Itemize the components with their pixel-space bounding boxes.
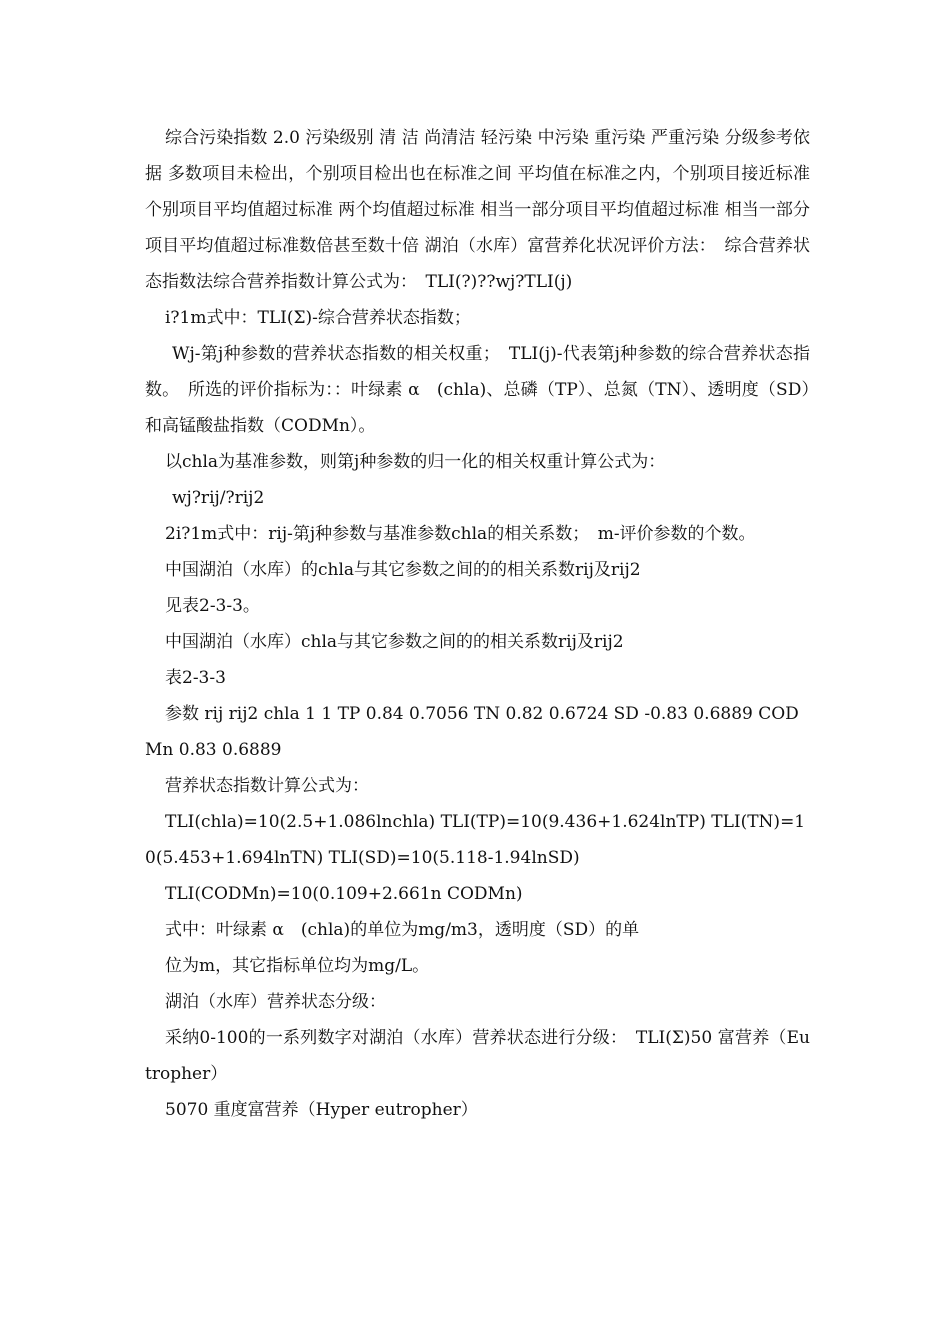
paragraph-weight-definition: Wj-第j种参数的营养状态指数的相关权重； TLI(j)-代表第j种参数的综合营养状态指数。 所选的评价指标为：：叶绿素 α (chla)、总磷（TP）、总氮（TN）、透明度（SD）和高锰酸盐指数（CODMn）。 xyxy=(145,344,810,436)
paragraph-codmn-formula: TLI(CODMn)=10(0.109+2.661n CODMn) xyxy=(165,884,523,904)
table-content: 参数 rij rij2 chla 1 1 TP 0.84 0.7056 TN 0.82 0.6724 SD -0.83 0.6889 CODMn 0.83 0.6889 xyxy=(145,704,799,760)
table-number: 表2-3-3 xyxy=(165,668,226,688)
paragraph-correlation-note: 2i?1m式中：rij-第j种参数与基准参数chla的相关系数； m-评价参数的个数。 xyxy=(165,524,756,544)
paragraph-units-2: 位为m，其它指标单位均为mg/L。 xyxy=(165,956,430,976)
paragraph-see-table: 见表2-3-3。 xyxy=(165,596,260,616)
table-caption: 中国湖泊（水库）chla与其它参数之间的的相关系数rij及rij2 xyxy=(165,632,624,652)
paragraph-weight-formula: wj?rij/?rij2 xyxy=(172,488,265,508)
paragraph-tli-formulas: TLI(chla)=10(2.5+1.086lnchla) TLI(TP)=10(9.436+1.624lnTP) TLI(TN)=10(5.453+1.694lnTN) TLI(SD)=10(5.118-1.94lnSD) xyxy=(145,812,806,868)
paragraph-formula-note: i?1m式中：TLI(Σ)-综合营养状态指数； xyxy=(165,308,471,328)
paragraph-correlation-intro: 中国湖泊（水库）的chla与其它参数之间的的相关系数rij及rij2 xyxy=(165,560,641,580)
paragraph-units-1: 式中：叶绿素 α (chla)的单位为mg/m3，透明度（SD）的单 xyxy=(165,920,640,940)
paragraph-grading-heading: 湖泊（水库）营养状态分级： xyxy=(165,992,386,1012)
paragraph-tli-heading: 营养状态指数计算公式为： xyxy=(165,776,369,796)
paragraph-hyper-eutropher: 5070 重度富营养（Hyper eutropher） xyxy=(165,1100,478,1120)
paragraph-grading-scale: 采纳0-100的一系列数字对湖泊（水库）营养状态进行分级： TLI(Σ)50 富营养（Eutropher） xyxy=(145,1028,810,1084)
paragraph-pollution-index: 综合污染指数 2.0 污染级别 清 洁 尚清洁 轻污染 中污染 重污染 严重污染 分级参考依据 多数项目未检出，个别项目检出也在标准之间 平均值在标准之内，个别项目接近标准 个别项目平均值超过标准 两个均值超过标准 相当一部分项目平均值超过标准 相当一部分项目平均值超过标准数倍甚至数十倍 湖泊（水库）富营养化状况评价方法： 综合营养状态指数法综合营养指数计算公式为： TLI(?)??wj?TLI(j) xyxy=(145,128,816,292)
document-body xyxy=(145,120,816,1128)
paragraph-base-parameter: 以chla为基准参数，则第j种参数的归一化的相关权重计算公式为： xyxy=(165,452,666,472)
